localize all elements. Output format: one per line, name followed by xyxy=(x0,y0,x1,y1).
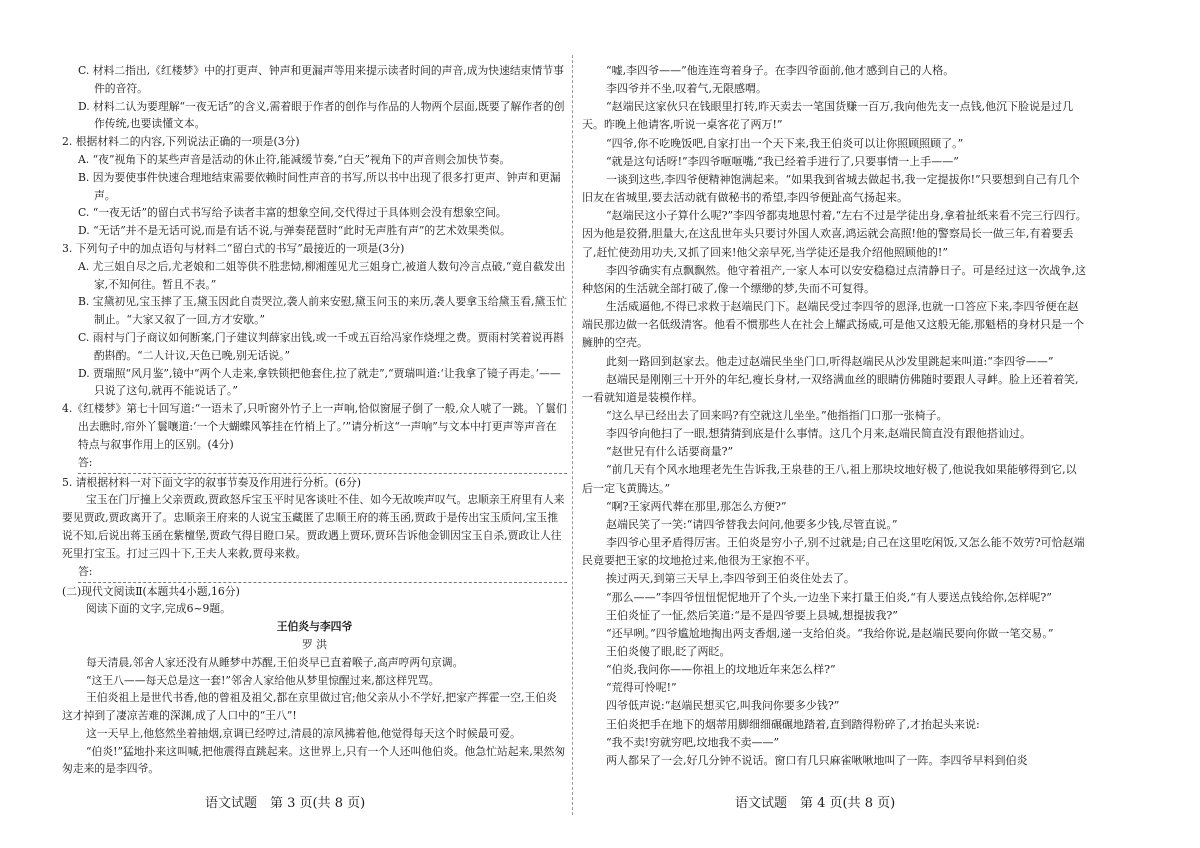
question-5-passage: 宝玉在门厅撞上父亲贾政,贾政怒斥宝玉平时见客谈吐不佳、如今无故唉声叹气。忠顺亲王府里有人来要见贾政,贾政离开了。忠顺亲王府来的人说宝玉藏匿了忠顺王府的蒋玉函,贾政于是传出宝玉质问,宝玉推说不知,后说出蒋玉函在紫檀堡,贾政气得目瞪口呆。贾政遇上贾环,贾环告诉他金钏因宝玉自杀,贾政让人往死里打宝玉。打过三四十下,王夫人来救,贾母来救。 xyxy=(62,493,565,560)
option-1c: C. 材料二指出,《红楼梦》中的打更声、钟声和更漏声等用来提示读者时间的声音,成为快速结束情节事件的音符。 xyxy=(78,64,564,95)
option-2d: D. “无话”并不是无话可说,而是有话不说,与弹奏琵琶时“此时无声胜有声”的艺术效果类似。 xyxy=(78,224,511,238)
section-heading: (二)现代文阅读Ⅱ(本题共4小题,16分) xyxy=(62,584,240,598)
story-paragraph: “伯炎,我问你——你祖上的坟地近年来怎么样?” xyxy=(606,663,836,677)
story-title: 王伯炎与李四爷 xyxy=(276,620,353,634)
story-paragraph: “就是这句话呀!”李四爷咂咂嘴,“我已经着手进行了,只要事情一上手——” xyxy=(606,154,959,168)
option-3c: C. 雨村与门子商议如何断案,门子建议判薛家出钱,或一千或五百给冯家作烧埋之费。贾雨村笑着说再斟酌斟酌。“二人计议,天色已晚,别无话说。” xyxy=(78,330,564,362)
story-paragraph: 此刻一路回到赵家去。他走过赵端民坐坐门口,听得赵端民从沙发里跳起来叫道:“李四爷——” xyxy=(606,354,1054,368)
story-paragraph: “我不卖!穷就穷吧,坟地我不卖——” xyxy=(606,735,780,749)
story-paragraph: 李四爷向他扫了一眼,想猜猜到底是什么事情。这几个月来,赵端民简直没有跟他搭讪过。 xyxy=(606,427,1031,441)
story-paragraph: 李四爷并不坐,叹着气,无限感喟。 xyxy=(606,82,767,96)
column-divider xyxy=(572,55,573,815)
story-paragraph: 这一天早上,他悠然坐着抽烟,京调已经哼过,清晨的凉风拂着他,他觉得每天这个时候最可爱。 xyxy=(86,726,521,740)
story-paragraph: “赵世兄有什么话要商量?” xyxy=(606,445,734,459)
story-paragraph: 挨过两天,到第三天早上,李四爷到王伯炎住处去了。 xyxy=(606,572,855,586)
story-paragraph: 李四爷确实有点飘飘然。他守着祖产,一家人本可以安安稳稳过点清静日子。可是经过这一次战争,这种悠闲的生活就全部打破了,像一个缥缈的梦,失而不可复得。 xyxy=(582,263,1086,295)
story-paragraph: “那么——”李四爷忸忸怩怩地开了个头,一边坐下来打量王伯炎,“有人要送点钱给你,怎样呢?” xyxy=(606,590,1052,604)
story-paragraph: 赵端民笑了一笑:“请四爷替我去问问,他要多少钱,尽管直说。” xyxy=(606,517,898,531)
question-2-stem: 2. 根据材料二的内容,下列说法正确的一项是(3分) xyxy=(62,135,300,149)
page-footer-right: 语文试题 第 4 页(共 8 页) xyxy=(735,796,896,811)
story-paragraph: “啊?王家两代葬在那里,那怎么方便?” xyxy=(606,499,787,513)
story-paragraph: 王伯炎祖上是世代书香,他的曾祖及祖父,都在京里做过官;他父亲从小不学好,把家产挥霍一空,王伯炎这才掉到了凄凉苦难的深渊,成了人口中的“王八”! xyxy=(62,691,557,723)
answer-label: 答: xyxy=(78,455,93,469)
story-paragraph: “赵端民这小子算什么呢?”李四爷都夷地思忖着,“左右不过是学徒出身,拿着扯纸来看不完三行四行。因为他是狡猾,胆量大,在这乱世年头只要讨外国人欢喜,鸿运就会高照!他的警察局长一做三年,有着要丢了,赶忙使劲用功夫,又抓了回来!他父亲早死,当学徒还是我介绍他照顾他的!” xyxy=(582,209,1087,259)
story-paragraph: “这么早已经出去了回来吗?有空就这儿坐坐。”他指指门口那一张椅子。 xyxy=(606,408,948,422)
question-5-stem: 5. 请根据材料一对下面文字的叙事节奏及作用进行分析。(6分) xyxy=(62,475,361,489)
option-3b: B. 宝黛初见,宝玉摔了玉,黛玉因此自责哭泣,袭人前来安慰,黛玉问玉的来历,袭人要拿玉给黛玉看,黛玉忙制止。“大家又叙了一回,方才安歇。” xyxy=(78,295,567,327)
answer-line-5[interactable] xyxy=(78,563,567,583)
answer-line-4[interactable] xyxy=(78,454,567,474)
story-paragraph: “四爷,你不吃晚饭吧,自家打出一个天下来,我王伯炎可以让你照顾照顾了。” xyxy=(606,136,964,150)
page-footer-left: 语文试题 第 3 页(共 8 页) xyxy=(205,796,366,811)
option-2b: B. 因为要使事件快速合理地结束需要依赖时间性声音的书写,所以书中出现了很多打更声、钟声和更漏声。 xyxy=(78,170,561,202)
story-paragraph: 王伯炎怔了一怔,然后笑道:“是不是四爷要上县城,想提拔我?” xyxy=(606,608,898,622)
answer-label: 答: xyxy=(78,564,93,578)
option-3a: A. 尤三姐自尽之后,尤老娘和二姐等供不胜悲恸,柳湘莲见尤三姐身亡,被道人数句冷言点破,“竟自截发出家,不知何往。暂且不表。” xyxy=(78,259,566,291)
story-paragraph: “嘘,李四爷——”他连连弯着身子。在李四爷面前,他才感到自己的人格。 xyxy=(606,64,955,77)
right-column xyxy=(582,62,1087,770)
story-paragraph: “伯炎!”猛地扑来这叫喊,把他震得直跳起来。这世界上,只有一个人还叫他伯炎。他急忙站起来,果然匆匆走来的是李四爷。 xyxy=(62,744,566,776)
option-2a: A. “夜”视角下的某些声音是活动的休止符,能减缓节奏,“白天”视角下的声音则会加快节奏。 xyxy=(78,152,511,166)
option-2c: C. “一夜无话”的留白式书写给予读者丰富的想象空间,交代得过于具体则会没有想象空间。 xyxy=(78,206,507,220)
section-intro: 阅读下面的文字,完成6~9题。 xyxy=(86,602,231,616)
option-3d: D. 贾瑞照“风月鉴”,镜中“两个人走来,拿铁锁把他套住,拉了就走”,“贾瑞叫道:‘让我拿了镜子再走。’——只说了这句,就再不能说话了。” xyxy=(78,366,561,398)
story-paragraph: “赵端民这家伙只在钱眼里打转,昨天卖去一笔国货赚一百万,我向他先支一点钱,他沉下脸说是过几天。昨晚上他请客,听说一桌客花了两万!” xyxy=(582,100,1074,132)
story-paragraph: 王伯炎把手在地下的烟蒂用脚细细碾碾地踏着,直到踏得粉碎了,才抬起头来说: xyxy=(606,717,980,731)
question-3-stem: 3. 下列句子中的加点语句与材料二“留白式的书写”最接近的一项是(3分) xyxy=(62,241,405,255)
story-paragraph: 一谈到这些,李四爷便精神饱满起来。“如果我到省城去做起书,我一定提拔你!”只要想到自己有几个旧友在省城里,要去活动就有做秘书的希望,李四爷便趾高气扬起来。 xyxy=(582,172,1080,205)
story-paragraph: “荒得可怜呢!” xyxy=(606,681,677,695)
story-paragraph: 王伯炎傻了眼,眨了两眨。 xyxy=(606,645,731,658)
question-4-stem: 4.《红楼梦》第七十回写道:“一语未了,只听窗外竹子上一声响,恰似窗屉子倒了一般,众人唬了一跳。丫鬟们出去瞧时,帘外丫鬟嚷道:‘一个大蝴蝶风筝挂在竹梢上了。’”请分析这“一声响”与文本中打更声等声音在特点与叙事作用上的区别。(4分) xyxy=(62,402,567,451)
story-paragraph: 每天清晨,邻舍人家还没有从睡梦中苏醒,王伯炎早已直着喉子,高声哼两句京调。 xyxy=(86,655,464,669)
option-1d: D. 材料二认为要理解“一夜无话”的含义,需着眼于作者的创作与作品的人物两个层面,既要了解作者的创作传统,也要读懂文本。 xyxy=(78,99,565,131)
story-paragraph: 李四爷心里矛盾得厉害。王伯炎是穷小子,别不过就是;自己在这里吃闲饭,又怎么能不效劳?可恰赵端民竟要把王家的坟地抢过来,他很为王家抱不平。 xyxy=(582,536,1085,568)
story-paragraph: “这王八——每天总是这一套!”邻舍人家给他从梦里惊醒过来,都这样咒骂。 xyxy=(86,673,440,687)
story-author: 罗 洪 xyxy=(301,637,328,651)
story-paragraph: “还早咧。”四爷尴尬地掏出两支香烟,递一支给伯炎。“我给你说,是赵端民要向你做一笔交易。” xyxy=(606,626,1054,640)
left-column xyxy=(62,62,567,778)
story-paragraph: 赵端民是刚刚三十开外的年纪,瘦长身材,一双络满血丝的眼睛仿佛随时要跟人寻衅。脸上还着着笑,一看就知道是装模作样。 xyxy=(582,372,1079,404)
story-paragraph: 两人都呆了一会,好几分钟不说话。窗口有几只麻雀啾啾地叫了一阵。李四爷早料到伯炎 xyxy=(606,753,1028,767)
story-paragraph: 生活威逼他,不得已求救于赵端民门下。赵端民受过李四爷的恩泽,也就一口答应下来,李四爷便在赵端民那边做一名低级清客。他看不惯那些人在社会上耀武扬威,可是他又这般无能,那魁梧的身材只是一个臃肿的空壳。 xyxy=(582,300,1084,350)
story-paragraph: “前几天有个风水地理老先生告诉我,王泉巷的王八,祖上那块坟地好极了,他说我如果能够得到它,以后一定飞黄腾达。” xyxy=(582,463,1077,495)
story-paragraph: 四爷低声说:“赵端民想买它,叫我问你要多少钱?” xyxy=(606,699,840,713)
